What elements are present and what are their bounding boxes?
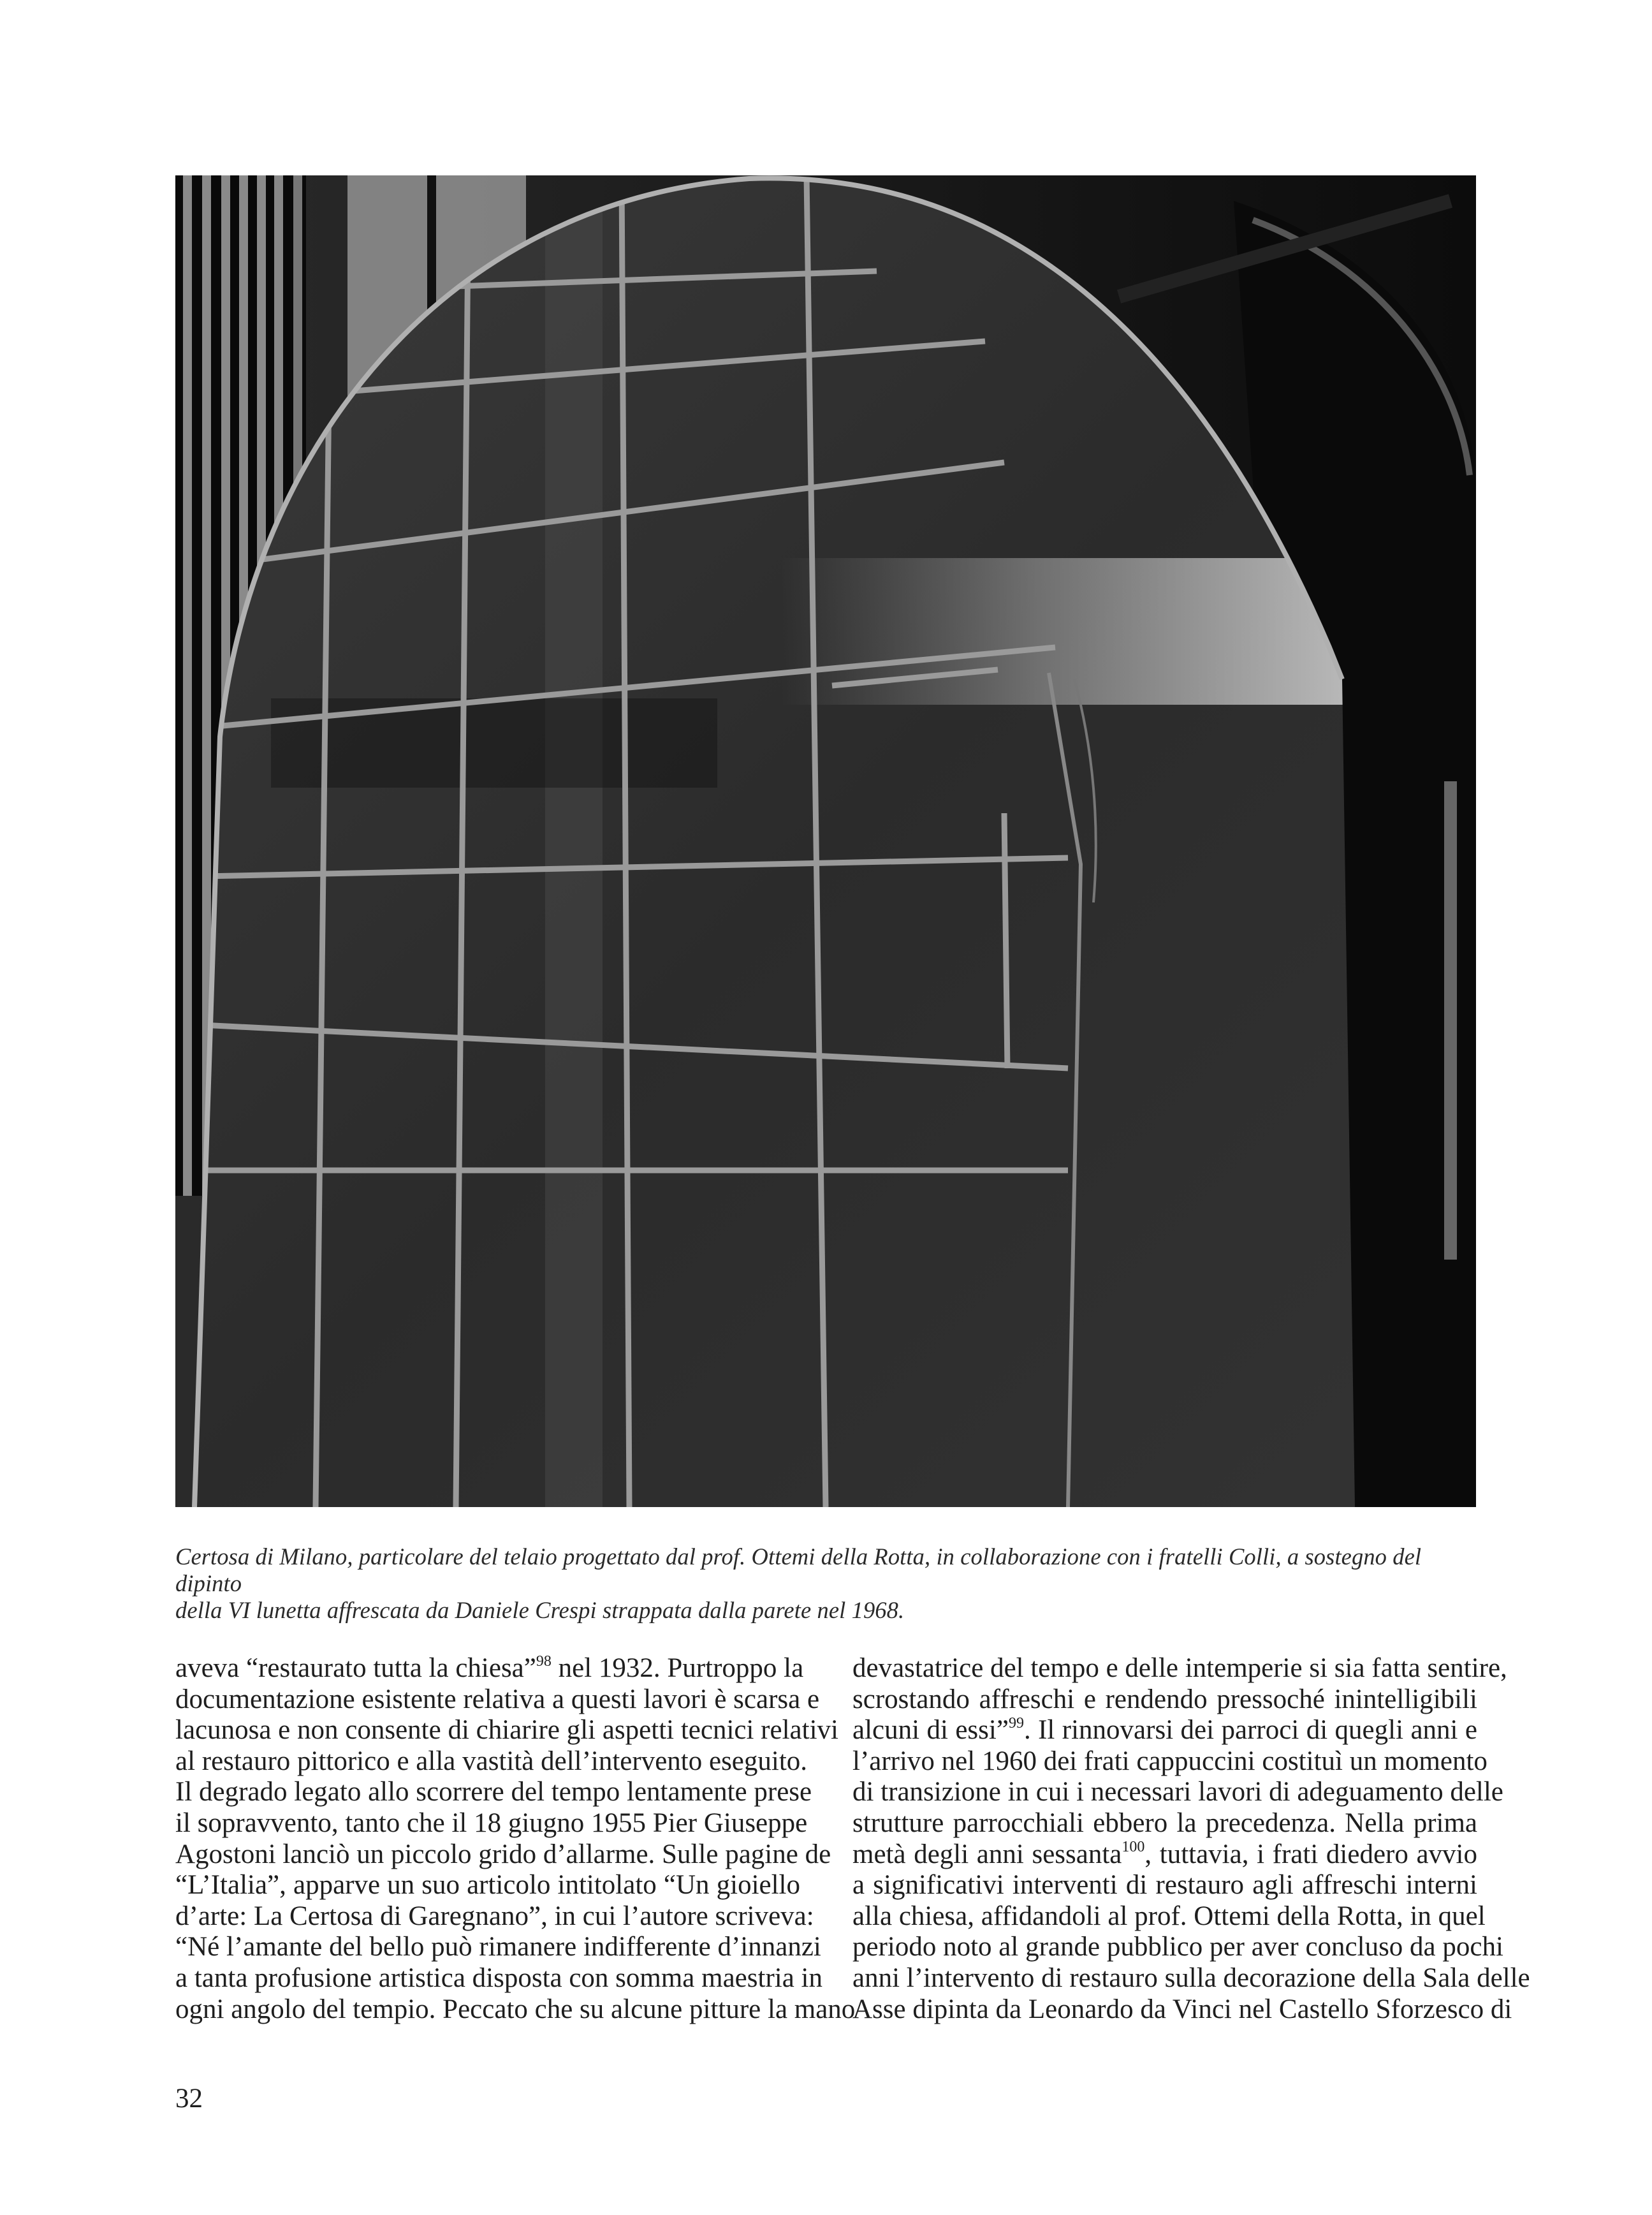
text-line (175, 1684, 820, 1716)
text-line-content: di transizione in cui i necessari lavori di adeguamento delle (852, 1777, 1503, 1807)
text-line-content: Agostoni lanciò un piccolo grido d’allarme. Sulle pagine de (175, 1839, 831, 1869)
text-line (175, 1932, 821, 1963)
footnote-reference[interactable]: 98 (536, 1652, 552, 1670)
caption-line: della VI lunetta affrescata da Daniele Crespi strappata dalla parete nel 1968. (175, 1597, 905, 1623)
text-line-content: anni l’intervento di restauro sulla decorazione della Sala delle (852, 1962, 1530, 1993)
text-line-content: alla chiesa, affidandoli al prof. Ottemi della Rotta, in quel (852, 1901, 1486, 1931)
text-line-content: scrostando affreschi e rendendo pressoché inintelligibili (852, 1684, 1477, 1714)
text-line-continuation: . Il rinnovarsi dei parroci di quegli anni e (1023, 1715, 1477, 1746)
text-line (852, 1839, 1477, 1871)
text-line (852, 1962, 1530, 1994)
text-line (175, 1652, 804, 1684)
text-line-content: a significativi interventi di restauro agli affreschi interni (852, 1870, 1477, 1901)
text-line (852, 1653, 1507, 1684)
text-line (175, 1870, 800, 1901)
text-line-continuation: , tuttavia, i frati diedero avvio (1144, 1839, 1478, 1869)
text-line-content: “Né l’amante del bello può rimanere indifferente d’innanzi (175, 1932, 821, 1962)
text-line-content: al restauro pittorico e alla vastità dell’intervento eseguito. (175, 1746, 808, 1776)
text-line-continuation: nel 1932. Purtroppo la (551, 1653, 804, 1683)
text-line-content: alcuni di essi” (852, 1715, 1009, 1746)
text-line (852, 1715, 1477, 1746)
text-line-content: Il degrado legato allo scorrere del tempo lentamente prese (175, 1777, 812, 1807)
text-line (175, 1839, 831, 1871)
page-number: 32 (175, 2084, 203, 2114)
background-column (1444, 781, 1457, 1260)
figure-caption (175, 1543, 1479, 1624)
figure-photo (175, 175, 1476, 1507)
text-line (175, 1807, 808, 1839)
text-line-content: strutture parrocchiali ebbero la precedenza. Nella prima (852, 1807, 1477, 1838)
text-line (852, 1932, 1503, 1963)
lunette-frame-photo (175, 175, 1476, 1507)
text-line-content: Asse dipinta da Leonardo da Vinci nel Castello Sforzesco di (852, 1994, 1512, 2024)
text-line (175, 1746, 808, 1777)
text-line-content: ogni angolo del tempio. Peccato che su alcune pitture la mano (175, 1994, 856, 2024)
text-line-content: metà degli anni sessanta (852, 1839, 1122, 1869)
text-line (175, 1715, 838, 1746)
text-line-content: l’arrivo nel 1960 dei frati cappuccini costituì un momento (852, 1746, 1488, 1776)
text-line (852, 1901, 1486, 1932)
text-line (175, 1777, 812, 1808)
text-line (852, 1994, 1512, 2026)
text-line (852, 1684, 1477, 1716)
body-column-right (852, 1653, 1530, 2025)
text-line-content: periodo noto al grande pubblico per aver concluso da pochi (852, 1932, 1503, 1962)
text-line-content: a tanta profusione artistica disposta con somma maestria in (175, 1962, 822, 1993)
text-line-content: documentazione esistente relativa a questi lavori è scarsa e (175, 1684, 820, 1714)
text-line-content: devastatrice del tempo e delle intemperie si sia fatta sentire, (852, 1653, 1507, 1683)
body-column-left (175, 1652, 856, 2025)
text-line-content: d’arte: La Certosa di Garegnano”, in cui l’autore scriveva: (175, 1901, 814, 1931)
text-line (175, 1962, 822, 1994)
text-line-content: il sopravvento, tanto che il 18 giugno 1955 Pier Giuseppe (175, 1807, 808, 1838)
text-line (175, 1994, 856, 2026)
text-line (852, 1777, 1503, 1808)
footnote-reference[interactable]: 100 (1122, 1839, 1145, 1856)
text-line (852, 1746, 1488, 1777)
text-line-content: “L’Italia”, apparve un suo articolo intitolato “Un gioiello (175, 1870, 800, 1901)
footnote-reference[interactable]: 99 (1008, 1714, 1024, 1732)
text-line (852, 1808, 1477, 1839)
text-line-content: lacunosa e non consente di chiarire gli aspetti tecnici relativi (175, 1715, 838, 1746)
caption-line: Certosa di Milano, particolare del telaio progettato dal prof. Ottemi della Rotta, in collaborazione con i fratelli Colli, a sostegno del dipinto (175, 1543, 1422, 1596)
text-line (175, 1901, 814, 1932)
text-line-content: aveva “restaurato tutta la chiesa” (175, 1653, 536, 1683)
text-line (852, 1870, 1477, 1901)
